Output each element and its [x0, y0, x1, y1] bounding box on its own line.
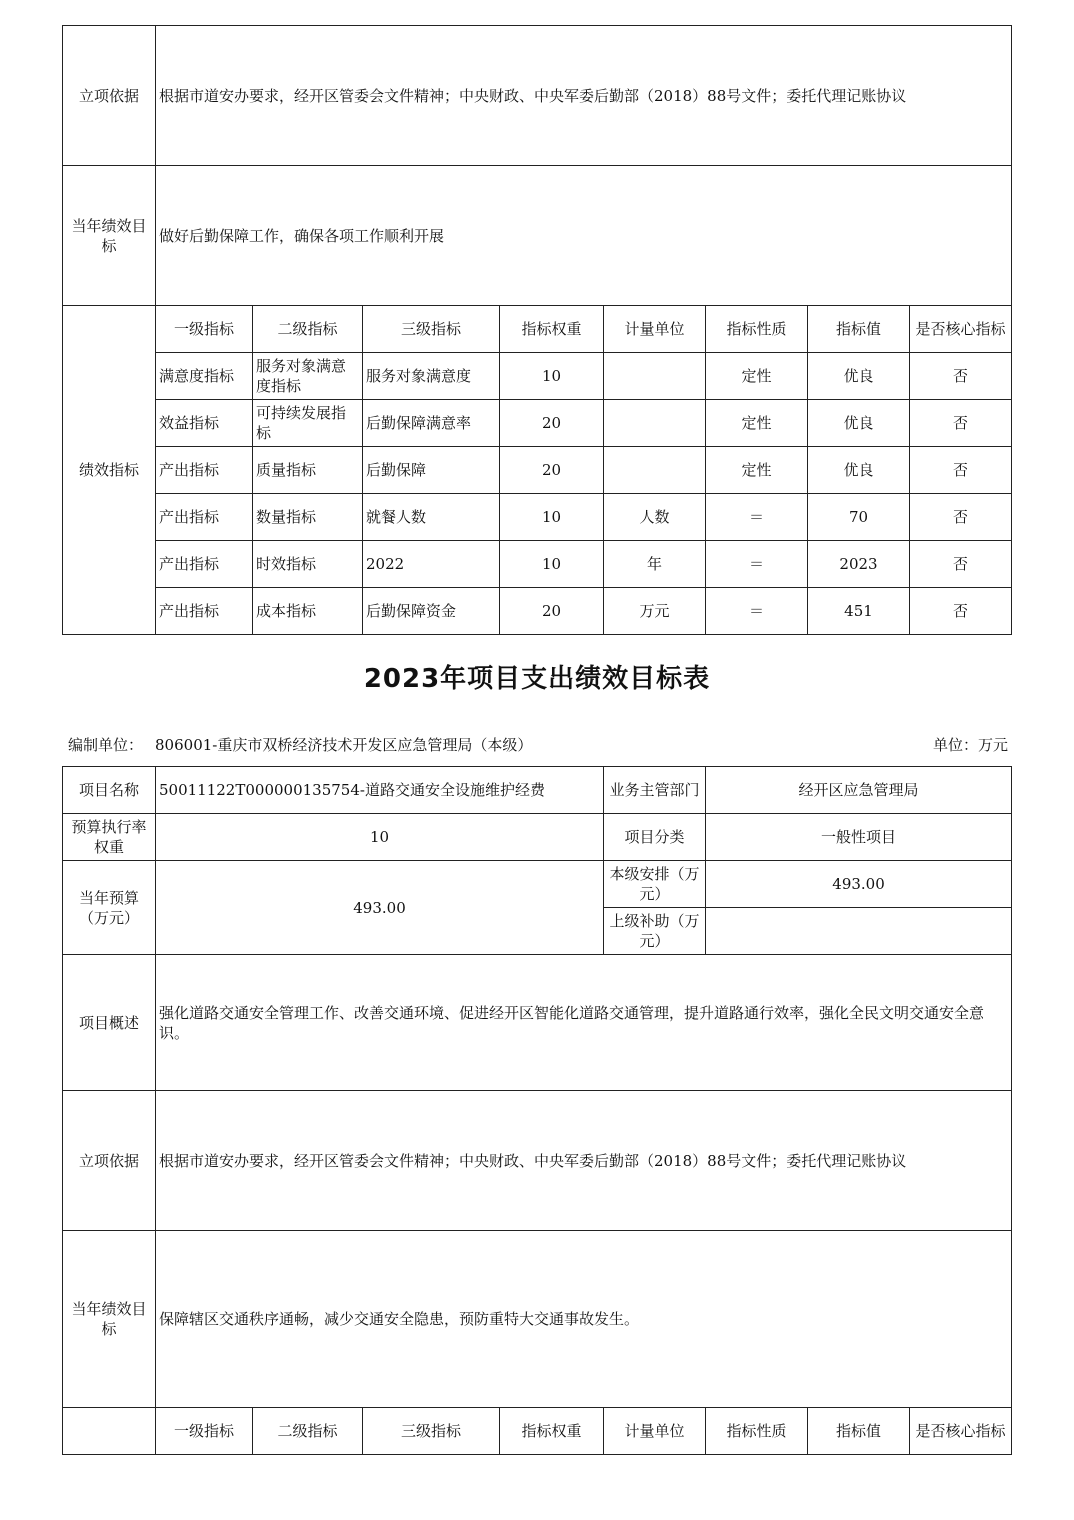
core-cell: 否: [910, 353, 1012, 400]
basis-label: 立项依据: [63, 26, 156, 166]
level3-cell: 就餐人数: [363, 494, 500, 541]
header-cell: 三级指标: [363, 1408, 500, 1455]
level1-cell: 产出指标: [156, 541, 253, 588]
nature-cell: 定性: [706, 447, 808, 494]
value-cell: 2023: [808, 541, 910, 588]
dept-label: 业务主管部门: [604, 767, 706, 814]
project-name-row: [63, 767, 1012, 814]
core-cell: 否: [910, 494, 1012, 541]
header-cell: 计量单位: [604, 306, 706, 353]
unit-cell: 人数: [604, 494, 706, 541]
level3-cell: 后勤保障: [363, 447, 500, 494]
table-row: [63, 400, 1012, 447]
unit-cell: 万元: [604, 588, 706, 635]
local-value: 493.00: [706, 861, 1012, 908]
value-cell: 优良: [808, 400, 910, 447]
org-value: 806001-重庆市双桥经济技术开发区应急管理局（本级）: [155, 736, 533, 754]
header-cell: 一级指标: [156, 1408, 253, 1455]
table-row: [63, 353, 1012, 400]
goal-row: [63, 166, 1012, 306]
level2-cell: 数量指标: [253, 494, 363, 541]
level3-cell: 服务对象满意度: [363, 353, 500, 400]
goal-label: 当年绩效目标: [63, 166, 156, 306]
project-name-value: 50011122T000000135754-道路交通安全设施维护经费: [156, 767, 604, 814]
value-cell: 优良: [808, 353, 910, 400]
goal-label: 当年绩效目标: [63, 1231, 156, 1408]
indicator-label: [63, 1408, 156, 1455]
table-row: [63, 494, 1012, 541]
header-cell: 指标值: [808, 1408, 910, 1455]
header-cell: 一级指标: [156, 306, 253, 353]
unit-cell: 年: [604, 541, 706, 588]
weight-cell: 10: [500, 353, 604, 400]
weight-cell: 10: [500, 541, 604, 588]
category-value: 一般性项目: [706, 814, 1012, 861]
unit-cell: [604, 400, 706, 447]
basis-text: 根据市道安办要求，经开区管委会文件精神；中央财政、中央军委后勤部（2018）88号文件；委托代理记账协议: [156, 1091, 1012, 1231]
level1-cell: 产出指标: [156, 447, 253, 494]
exec-weight-row: [63, 814, 1012, 861]
basis-label: 立项依据: [63, 1091, 156, 1231]
level1-cell: 效益指标: [156, 400, 253, 447]
overview-label: 项目概述: [63, 955, 156, 1091]
goal-text: 保障辖区交通秩序通畅，减少交通安全隐患，预防重特大交通事故发生。: [156, 1231, 1012, 1408]
value-cell: 451: [808, 588, 910, 635]
basis-row: [63, 26, 1012, 166]
header-cell: 指标性质: [706, 1408, 808, 1455]
header-cell: 计量单位: [604, 1408, 706, 1455]
level3-cell: 2022: [363, 541, 500, 588]
header-cell: 是否核心指标: [910, 1408, 1012, 1455]
budget-row: [63, 861, 1012, 908]
level2-cell: 质量指标: [253, 447, 363, 494]
performance-table-1: [62, 25, 1012, 635]
core-cell: 否: [910, 541, 1012, 588]
basis-text: 根据市道安办要求，经开区管委会文件精神；中央财政、中央军委后勤部（2018）88号文件；委托代理记账协议: [156, 26, 1012, 166]
level3-cell: 后勤保障资金: [363, 588, 500, 635]
basis-row: [63, 1091, 1012, 1231]
header-cell: 指标权重: [500, 306, 604, 353]
core-cell: 否: [910, 588, 1012, 635]
header-cell: 二级指标: [253, 306, 363, 353]
header-cell: 指标权重: [500, 1408, 604, 1455]
org-label: 编制单位：: [68, 736, 144, 754]
level2-cell: 时效指标: [253, 541, 363, 588]
budget-value: 493.00: [156, 861, 604, 955]
level1-cell: 满意度指标: [156, 353, 253, 400]
level1-cell: 产出指标: [156, 494, 253, 541]
level1-cell: 产出指标: [156, 588, 253, 635]
weight-cell: 20: [500, 588, 604, 635]
project-name-label: 项目名称: [63, 767, 156, 814]
nature-cell: 定性: [706, 400, 808, 447]
table-row: [63, 588, 1012, 635]
upper-label: 上级补助（万元）: [604, 908, 706, 955]
performance-table-2: [62, 766, 1012, 1455]
header-cell: 是否核心指标: [910, 306, 1012, 353]
nature-cell: 定性: [706, 353, 808, 400]
page-title: 2023年项目支出绩效目标表: [363, 664, 711, 694]
unit-cell: [604, 447, 706, 494]
overview-text: 强化道路交通安全管理工作、改善交通环境、促进经开区智能化道路交通管理，提升道路通行效率，强化全民文明交通安全意识。: [156, 955, 1012, 1091]
nature-cell: ＝: [706, 541, 808, 588]
core-cell: 否: [910, 447, 1012, 494]
indicator-label: 绩效指标: [63, 306, 156, 635]
upper-value: [706, 908, 1012, 955]
table-row: [63, 541, 1012, 588]
indicator-header-row: [63, 1408, 1012, 1455]
level2-cell: 成本指标: [253, 588, 363, 635]
nature-cell: ＝: [706, 494, 808, 541]
exec-weight-value: 10: [156, 814, 604, 861]
nature-cell: ＝: [706, 588, 808, 635]
org-info: [68, 734, 532, 755]
goal-text: 做好后勤保障工作，确保各项工作顺利开展: [156, 166, 1012, 306]
table-row: [63, 447, 1012, 494]
value-cell: 优良: [808, 447, 910, 494]
level2-cell: 服务对象满意度指标: [253, 353, 363, 400]
goal-row: [63, 1231, 1012, 1408]
header-cell: 指标值: [808, 306, 910, 353]
unit-info: 单位：万元: [932, 736, 1008, 754]
unit-cell: [604, 353, 706, 400]
weight-cell: 10: [500, 494, 604, 541]
header-cell: 指标性质: [706, 306, 808, 353]
overview-row: [63, 955, 1012, 1091]
level3-cell: 后勤保障满意率: [363, 400, 500, 447]
value-cell: 70: [808, 494, 910, 541]
core-cell: 否: [910, 400, 1012, 447]
dept-value: 经开区应急管理局: [706, 767, 1012, 814]
local-label: 本级安排（万元）: [604, 861, 706, 908]
header-cell: 三级指标: [363, 306, 500, 353]
category-label: 项目分类: [604, 814, 706, 861]
budget-label: 当年预算（万元）: [63, 861, 156, 955]
weight-cell: 20: [500, 400, 604, 447]
weight-cell: 20: [500, 447, 604, 494]
exec-weight-label: 预算执行率权重: [63, 814, 156, 861]
indicator-header-row: [63, 306, 1012, 353]
header-cell: 二级指标: [253, 1408, 363, 1455]
level2-cell: 可持续发展指标: [253, 400, 363, 447]
